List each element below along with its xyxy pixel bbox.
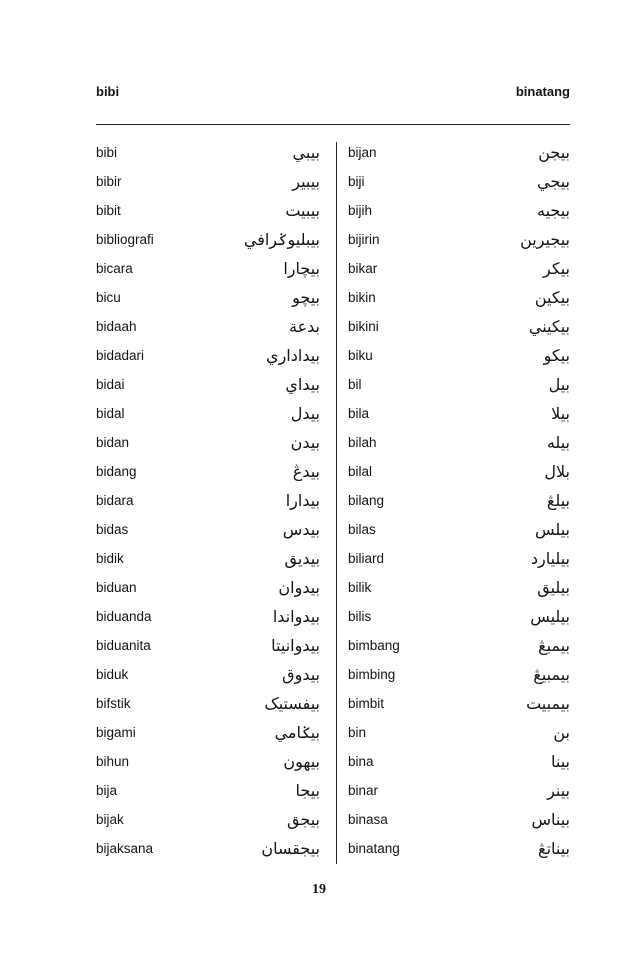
entry-jawi-word: بيجيه [536, 201, 570, 220]
dictionary-entry [96, 316, 320, 345]
entry-latin-word: bibir [96, 174, 122, 189]
entry-latin-word: binar [348, 783, 379, 798]
entry-jawi-word: بيدن [290, 433, 320, 452]
entry-jawi-word: بيمبيڠ [533, 665, 570, 684]
entry-jawi-word: بيجا [295, 781, 320, 800]
dictionary-entry [96, 693, 320, 722]
entry-latin-word: bibit [96, 203, 121, 218]
entry-latin-word: bilal [348, 464, 373, 479]
dictionary-entry [348, 664, 570, 693]
dictionary-entry [348, 345, 570, 374]
entry-jawi-word: بيدوانيتا [271, 636, 320, 655]
entry-latin-word: bibi [96, 145, 118, 160]
header-first-word: bibi [96, 84, 120, 99]
entry-jawi-word: بيبير [292, 172, 320, 191]
dictionary-entry [96, 229, 320, 258]
entry-jawi-word: بيجق [287, 810, 320, 829]
dictionary-entry [348, 751, 570, 780]
dictionary-entry [348, 722, 570, 751]
entry-latin-word: bikar [348, 261, 378, 276]
dictionary-entry [348, 316, 570, 345]
dictionary-entry [96, 519, 320, 548]
entry-jawi-word: بيدوق [282, 665, 320, 684]
dictionary-entry [96, 200, 320, 229]
dictionary-entry [348, 490, 570, 519]
entry-latin-word: bil [348, 377, 362, 392]
entry-latin-word: bimbing [348, 667, 396, 682]
dictionary-entry [348, 635, 570, 664]
dictionary-entry [96, 780, 320, 809]
entry-jawi-word: بيناتڠ [538, 839, 570, 858]
entry-jawi-word: بيجيرين [520, 230, 570, 249]
dictionary-entry [96, 171, 320, 200]
entry-jawi-word: بيفستيک [264, 694, 320, 713]
entry-latin-word: bidai [96, 377, 125, 392]
dictionary-entry [348, 229, 570, 258]
entry-jawi-word: بيکو [543, 346, 570, 365]
dictionary-entry [96, 258, 320, 287]
entry-jawi-word: بيدوان [278, 578, 320, 597]
entry-latin-word: biji [348, 174, 365, 189]
entry-jawi-word: بيهون [283, 752, 320, 771]
entry-jawi-word: بيناس [531, 810, 570, 829]
dictionary-entry [96, 838, 320, 867]
dictionary-entry [348, 287, 570, 316]
entry-latin-word: biduan [96, 580, 137, 595]
running-header [96, 84, 570, 100]
entry-latin-word: biduanda [96, 609, 152, 624]
entry-jawi-word: بيداداري [266, 346, 320, 365]
entry-latin-word: bihun [96, 754, 130, 769]
header-rule [96, 124, 570, 125]
entry-jawi-word: بيجقسان [261, 839, 320, 858]
entry-jawi-word: بيدل [290, 404, 320, 423]
entry-jawi-word: بيلس [535, 520, 570, 539]
dictionary-entry [96, 142, 320, 171]
entry-latin-word: biliard [348, 551, 385, 566]
dictionary-entry [96, 374, 320, 403]
entry-jawi-word: بيچو [292, 288, 320, 307]
entry-latin-word: bifstik [96, 696, 131, 711]
dictionary-entry [348, 780, 570, 809]
entry-latin-word: bijak [96, 812, 124, 827]
dictionary-entry [348, 809, 570, 838]
dictionary-entry [348, 403, 570, 432]
dictionary-entry [348, 577, 570, 606]
entry-latin-word: bija [96, 783, 118, 798]
dictionary-entry [96, 490, 320, 519]
entry-latin-word: bilah [348, 435, 377, 450]
dictionary-entry [96, 635, 320, 664]
entry-latin-word: biku [348, 348, 373, 363]
entry-latin-word: bidal [96, 406, 125, 421]
entry-jawi-word: بيدڠ [292, 462, 320, 481]
entry-jawi-word: بيکر [543, 259, 570, 278]
entry-latin-word: binatang [348, 841, 400, 856]
entry-latin-word: bikini [348, 319, 379, 334]
entry-jawi-word: بيل [548, 375, 570, 394]
entry-jawi-word: بيمبڠ [538, 636, 570, 655]
entry-jawi-word: بينر [547, 781, 570, 800]
entry-latin-word: bidang [96, 464, 137, 479]
entry-latin-word: bidik [96, 551, 124, 566]
left-column [96, 142, 320, 866]
dictionary-entry [348, 142, 570, 171]
dictionary-entry [96, 606, 320, 635]
entry-latin-word: bilis [348, 609, 372, 624]
column-divider [336, 142, 337, 864]
entry-jawi-word: بن [553, 723, 570, 742]
entry-jawi-word: بيبليوݢرافي [243, 230, 320, 249]
entry-latin-word: bidas [96, 522, 129, 537]
entry-latin-word: binasa [348, 812, 388, 827]
dictionary-entry [96, 722, 320, 751]
entry-latin-word: bijirin [348, 232, 380, 247]
entry-latin-word: bimbang [348, 638, 400, 653]
dictionary-entry [348, 258, 570, 287]
entry-jawi-word: بيکين [534, 288, 570, 307]
page-number: 19 [312, 882, 326, 897]
entry-jawi-word: بيليق [537, 578, 570, 597]
entry-jawi-word: بيديق [284, 549, 320, 568]
entry-latin-word: bidadari [96, 348, 145, 363]
dictionary-entry [96, 345, 320, 374]
entry-latin-word: bila [348, 406, 370, 421]
entry-latin-word: bidan [96, 435, 130, 450]
entry-jawi-word: بيلڠ [546, 491, 570, 510]
entry-jawi-word: بيليارد [530, 549, 570, 568]
entry-latin-word: biduk [96, 667, 129, 682]
entry-jawi-word: بيمبيت [526, 694, 570, 713]
entry-jawi-word: بيچارا [283, 259, 320, 278]
dictionary-entry [96, 287, 320, 316]
entry-latin-word: bijan [348, 145, 377, 160]
entry-latin-word: bicara [96, 261, 133, 276]
entry-latin-word: bidara [96, 493, 134, 508]
entry-jawi-word: بيداي [285, 375, 320, 394]
entry-jawi-word: بيجي [537, 172, 570, 191]
entry-jawi-word: بيدس [282, 520, 320, 539]
entry-jawi-word: بيکيني [528, 317, 570, 336]
dictionary-entry [96, 751, 320, 780]
entry-latin-word: bidaah [96, 319, 137, 334]
entry-jawi-word: بدعة [289, 317, 320, 336]
entry-jawi-word: بيݢامي [274, 723, 320, 742]
dictionary-entry [348, 432, 570, 461]
entry-jawi-word: بيبي [292, 143, 320, 162]
dictionary-entry [96, 577, 320, 606]
entry-latin-word: bin [348, 725, 367, 740]
entry-latin-word: bimbit [348, 696, 385, 711]
dictionary-entry [96, 432, 320, 461]
entry-jawi-word: بيدواندا [272, 607, 320, 626]
dictionary-entry [348, 693, 570, 722]
entry-jawi-word: بلال [544, 462, 570, 481]
dictionary-entry [96, 664, 320, 693]
entry-latin-word: biduanita [96, 638, 151, 653]
dictionary-entry [348, 374, 570, 403]
entry-latin-word: bilik [348, 580, 372, 595]
dictionary-entry [348, 519, 570, 548]
entry-latin-word: bilang [348, 493, 385, 508]
dictionary-entry [348, 838, 570, 867]
dictionary-entry [348, 171, 570, 200]
entry-latin-word: bicu [96, 290, 121, 305]
entry-jawi-word: بيلا [551, 404, 570, 423]
entry-jawi-word: بيله [546, 433, 570, 452]
dictionary-entry [96, 461, 320, 490]
dictionary-entry [348, 548, 570, 577]
entry-latin-word: bikin [348, 290, 376, 305]
entry-latin-word: bijaksana [96, 841, 154, 856]
entry-latin-word: bibliografi [96, 232, 154, 247]
entry-jawi-word: بينا [551, 752, 570, 771]
dictionary-entry [96, 548, 320, 577]
entry-jawi-word: بيليس [530, 607, 570, 626]
header-last-word: binatang [515, 84, 570, 99]
dictionary-entry [348, 200, 570, 229]
entry-latin-word: bilas [348, 522, 376, 537]
entry-latin-word: bijih [348, 203, 373, 218]
entry-jawi-word: بيبيت [285, 201, 320, 220]
dictionary-entry [348, 606, 570, 635]
entry-jawi-word: بيدارا [285, 491, 320, 510]
entry-latin-word: bigami [96, 725, 136, 740]
dictionary-entry [96, 403, 320, 432]
entry-jawi-word: بيجن [538, 143, 570, 162]
entry-latin-word: bina [348, 754, 374, 769]
right-column [348, 142, 570, 866]
dictionary-entry [348, 461, 570, 490]
dictionary-entry [96, 809, 320, 838]
